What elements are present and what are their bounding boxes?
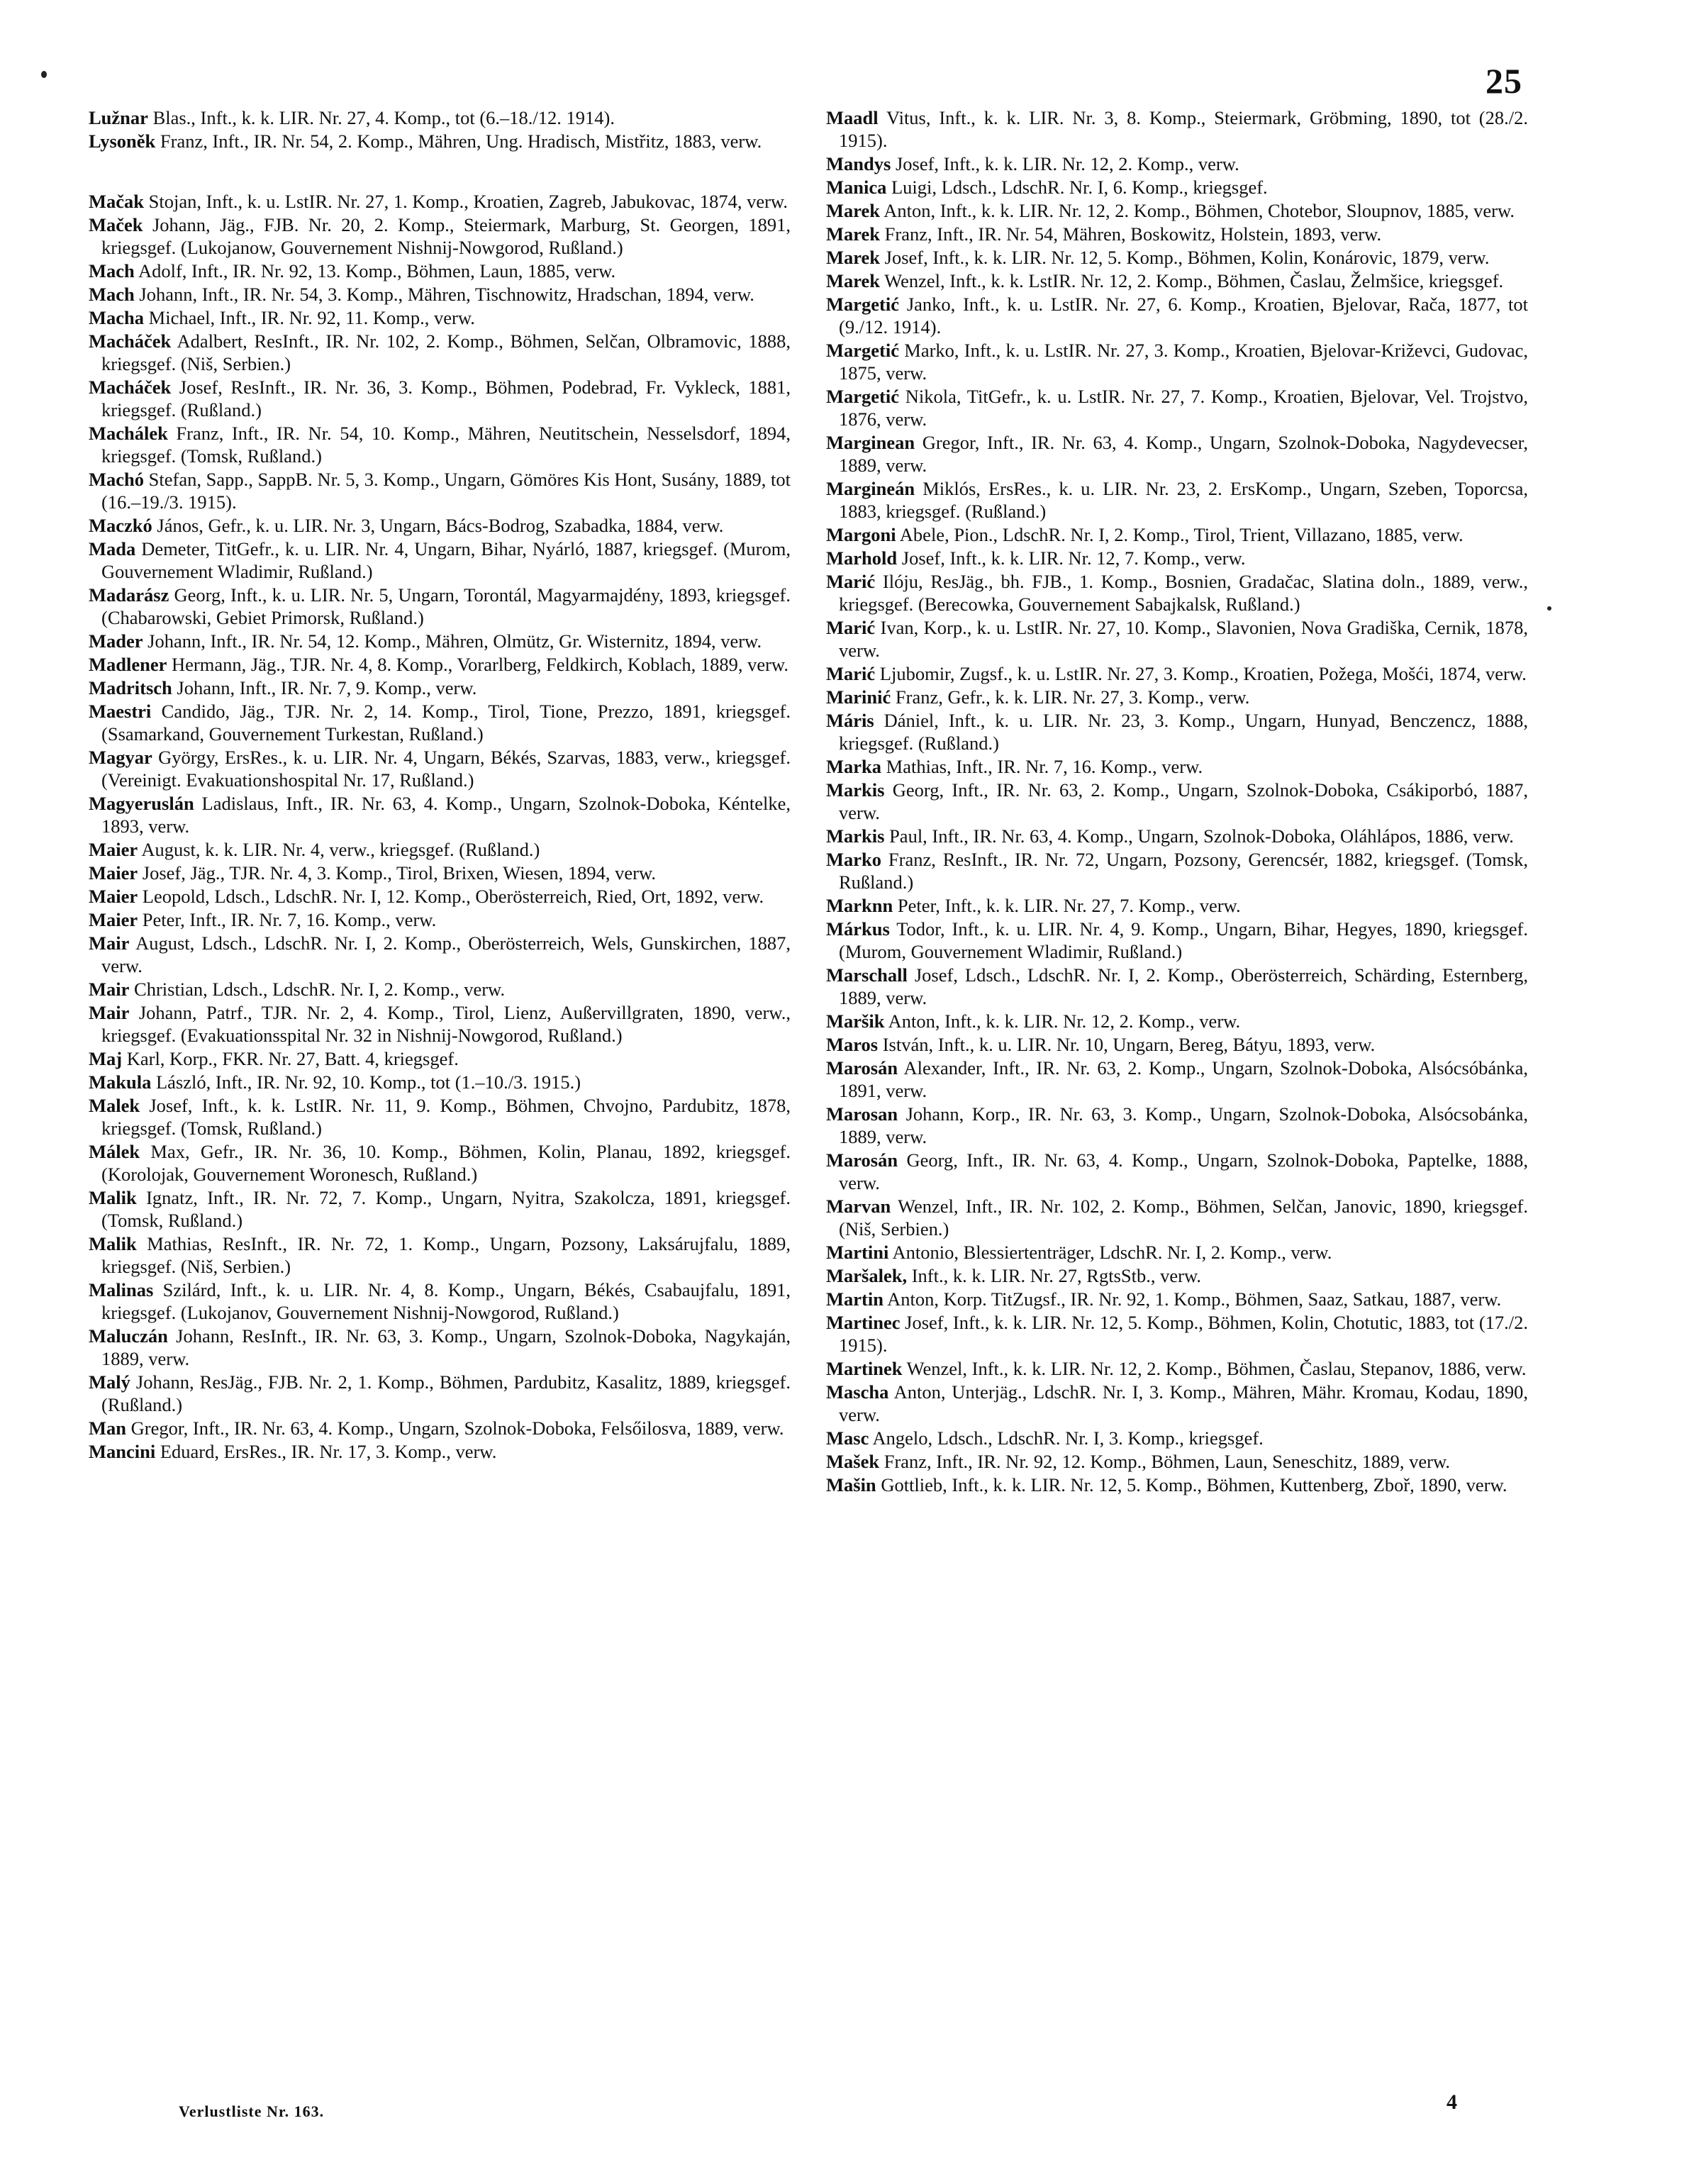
entry-details: Adolf, Inft., IR. Nr. 92, 13. Komp., Böhmen, Laun, 1885, verw.: [138, 260, 616, 282]
casualty-entry: [89, 1325, 791, 1370]
casualty-entry: [826, 964, 1528, 1009]
entry-details: Josef, Inft., k. k. LIR. Nr. 12, 7. Komp., verw.: [901, 547, 1246, 569]
entry-surname: Marka: [826, 756, 882, 777]
entry-details: Gregor, Inft., IR. Nr. 63, 4. Komp., Ungarn, Szolnok-Doboka, Nagydevecser, 1889, verw.: [839, 432, 1528, 476]
entry-details: Johann, Korp., IR. Nr. 63, 3. Komp., Ungarn, Szolnok-Doboka, Alsócsobánka, 1889, verw.: [839, 1103, 1529, 1147]
entry-details: Christian, Ldsch., LdschR. Nr. I, 2. Komp., verw.: [134, 979, 506, 1000]
casualty-entry: [826, 1195, 1528, 1240]
entry-details: Michael, Inft., IR. Nr. 92, 11. Komp., verw.: [148, 307, 475, 328]
entry-details: Peter, Inft., IR. Nr. 7, 16. Komp., verw.: [142, 909, 437, 930]
entry-surname: Maros: [826, 1034, 879, 1055]
entry-details: Wenzel, Inft., k. k. LstIR. Nr. 12, 2. Komp., Böhmen, Časlau, Želmšice, kriegsgef.: [884, 270, 1504, 291]
entry-details: Paul, Inft., IR. Nr. 63, 4. Komp., Ungarn, Szolnok-Doboka, Oláhlápos, 1886, verw.: [889, 825, 1514, 847]
casualty-entry: [826, 755, 1528, 778]
entry-details: Mathias, Inft., IR. Nr. 7, 16. Komp., verw.: [886, 756, 1203, 777]
entry-details: Vitus, Inft., k. k. LIR. Nr. 3, 8. Komp., Steiermark, Gröbming, 1890, tot (28./2. 1915).: [839, 107, 1528, 151]
casualty-entry: [826, 152, 1528, 175]
casualty-entry: [89, 1001, 791, 1047]
casualty-entry: [826, 269, 1528, 292]
entry-surname: Margetić: [826, 386, 899, 407]
entry-surname: Machálek: [89, 423, 168, 444]
casualty-entry: [826, 1427, 1528, 1449]
entry-details: Angelo, Ldsch., LdschR. Nr. I, 3. Komp., kriegsgef.: [872, 1427, 1264, 1449]
entry-surname: Marinić: [826, 686, 891, 708]
entry-surname: Maršalek,: [826, 1265, 908, 1286]
casualty-entry: [89, 700, 791, 745]
entry-surname: Marginean: [826, 432, 915, 453]
entry-surname: Mačak: [89, 191, 145, 212]
entry-details: Luigi, Ldsch., LdschR. Nr. I, 6. Komp., kriegsgef.: [891, 177, 1268, 198]
entry-surname: Marko: [826, 849, 882, 870]
left-column: [89, 106, 791, 1497]
entry-surname: Markis: [826, 779, 885, 801]
entry-surname: Margetić: [826, 340, 899, 361]
entry-surname: Macha: [89, 307, 145, 328]
casualty-entry: [826, 1103, 1528, 1148]
casualty-entry: [826, 709, 1528, 754]
entry-surname: Marić: [826, 571, 876, 592]
entry-surname: Mascha: [826, 1381, 889, 1403]
casualty-entry: [826, 176, 1528, 199]
entry-details: Josef, Inft., k. k. LIR. Nr. 12, 5. Komp., Böhmen, Kolin, Konárovic, 1879, verw.: [884, 247, 1490, 268]
casualty-entry: [89, 468, 791, 513]
entry-surname: Marosán: [826, 1149, 898, 1171]
entry-details: István, Inft., k. u. LIR. Nr. 10, Ungarn, Bereg, Bátyu, 1893, verw.: [882, 1034, 1376, 1055]
casualty-entry: [89, 838, 791, 861]
entry-surname: Marschall: [826, 964, 908, 986]
entry-details: Ljubomir, Zugsf., k. u. LstIR. Nr. 27, 3. Komp., Kroatien, Požega, Mošći, 1874, verw.: [879, 663, 1527, 684]
casualty-entry: [89, 1140, 791, 1186]
entry-surname: Macháček: [89, 330, 172, 352]
right-column: [826, 106, 1528, 1497]
entry-surname: Malik: [89, 1233, 137, 1254]
entry-details: Eduard, ErsRes., IR. Nr. 17, 3. Komp., verw.: [160, 1441, 497, 1462]
entry-surname: Márkus: [826, 918, 890, 940]
entry-details: Johann, Inft., IR. Nr. 54, 12. Komp., Mähren, Olmütz, Gr. Wisternitz, 1894, verw.: [147, 630, 762, 652]
casualty-entry: [89, 630, 791, 652]
casualty-entry: [826, 894, 1528, 917]
entry-surname: Maier: [89, 839, 138, 860]
casualty-entry: [826, 1288, 1528, 1310]
casualty-entry: [826, 431, 1528, 477]
casualty-entry: [89, 1371, 791, 1416]
entry-details: Wenzel, Inft., k. k. LIR. Nr. 12, 2. Komp., Böhmen, Časlau, Stepanov, 1886, verw.: [906, 1358, 1527, 1379]
entry-surname: Martin: [826, 1288, 883, 1310]
entry-details: Todor, Inft., k. u. LIR. Nr. 4, 9. Komp., Ungarn, Bihar, Hegyes, 1890, kriegsgef. (Murom, Gouvernement Wladimir, Rußland.): [839, 918, 1528, 962]
entry-details: Demeter, TitGefr., k. u. LIR. Nr. 4, Ungarn, Bihar, Nyárló, 1887, kriegsgef. (Murom, Gouvernement Wladimir, Rußland.): [101, 538, 791, 582]
entry-surname: Mader: [89, 630, 143, 652]
entry-surname: Maršik: [826, 1010, 885, 1032]
casualty-entry: [826, 1241, 1528, 1264]
entry-surname: Marek: [826, 270, 881, 291]
casualty-entry: [89, 106, 791, 129]
entry-details: Inft., k. k. LIR. Nr. 27, RgtsStb., verw.: [911, 1265, 1201, 1286]
casualty-entry: [89, 306, 791, 329]
casualty-entry: [89, 260, 791, 282]
entry-surname: Madritsch: [89, 677, 172, 698]
entry-surname: Man: [89, 1417, 126, 1439]
entry-details: Alexander, Inft., IR. Nr. 63, 2. Komp., Ungarn, Szolnok-Doboka, Alsócsóbánka, 1891, verw.: [839, 1057, 1528, 1101]
casualty-entry: [89, 885, 791, 908]
entry-details: Anton, Inft., k. k. LIR. Nr. 12, 2. Komp., verw.: [888, 1010, 1241, 1032]
entry-details: Szilárd, Inft., k. u. LIR. Nr. 4, 8. Komp., Ungarn, Békés, Csabaujfalu, 1891, kriegsgef. (Lukojanov, Gouvernement Nishnij-Nowgorod, Rußland.): [101, 1279, 791, 1323]
entry-surname: Malek: [89, 1095, 140, 1116]
entry-surname: Margetić: [826, 294, 899, 315]
entry-surname: Marvan: [826, 1196, 891, 1217]
entry-surname: Mair: [89, 979, 130, 1000]
entry-surname: Mach: [89, 260, 135, 282]
entry-details: Ilóju, ResJäg., bh. FJB., 1. Komp., Bosnien, Gradačac, Slatina doln., 1889, verw., kriegsgef. (Berecowka, Gouvernement Sabajkalsk, Rußland.): [839, 571, 1529, 615]
entry-surname: Maier: [89, 909, 138, 930]
entry-surname: Marić: [826, 663, 876, 684]
casualty-entry: [826, 293, 1528, 338]
entry-details: Johann, ResInft., IR. Nr. 63, 3. Komp., Ungarn, Szolnok-Doboka, Nagykaján, 1889, verw.: [101, 1325, 791, 1369]
section-gap: [89, 153, 791, 190]
casualty-entry: [89, 514, 791, 537]
entry-details: Anton, Inft., k. k. LIR. Nr. 12, 2. Komp., Böhmen, Chotebor, Sloupnov, 1885, verw.: [883, 200, 1515, 221]
entry-surname: Málek: [89, 1141, 140, 1162]
entry-surname: Martini: [826, 1242, 889, 1263]
entry-details: Stefan, Sapp., SappB. Nr. 5, 3. Komp., Ungarn, Gömöres Kis Hont, Susány, 1889, tot (16.–19./3. 1915).: [101, 469, 791, 513]
entry-surname: Lužnar: [89, 107, 148, 128]
casualty-entry: [826, 1357, 1528, 1380]
entry-details: Abele, Pion., LdschR. Nr. I, 2. Komp., Tirol, Trient, Villazano, 1885, verw.: [899, 524, 1464, 545]
casualty-entry: [826, 339, 1528, 384]
entry-details: Johann, Inft., IR. Nr. 7, 9. Komp., verw.: [177, 677, 477, 698]
casualty-entry: [826, 1033, 1528, 1056]
casualty-entry: [89, 1047, 791, 1070]
casualty-entry: [826, 779, 1528, 824]
entry-details: August, k. k. LIR. Nr. 4, verw., kriegsgef. (Rußland.): [141, 839, 540, 860]
casualty-entry: [89, 584, 791, 629]
entry-surname: Margineán: [826, 478, 915, 499]
entry-surname: Malik: [89, 1187, 137, 1208]
entry-surname: Mandys: [826, 153, 891, 174]
entry-surname: Maestri: [89, 701, 152, 722]
casualty-entry: [89, 932, 791, 977]
entry-details: Franz, ResInft., IR. Nr. 72, Ungarn, Pozsony, Gerencsér, 1882, kriegsgef. (Tomsk, Rußland.): [839, 849, 1529, 893]
entry-details: Peter, Inft., k. k. LIR. Nr. 27, 7. Komp., verw.: [897, 895, 1241, 916]
casualty-entry: [826, 686, 1528, 708]
print-speck: [41, 71, 47, 78]
entry-details: Gregor, Inft., IR. Nr. 63, 4. Komp., Ungarn, Szolnok-Doboka, Felsőilosva, 1889, verw.: [130, 1417, 784, 1439]
casualty-entry: [826, 1264, 1528, 1287]
entry-details: Anton, Unterjäg., LdschR. Nr. I, 3. Komp., Mähren, Mähr. Kromau, Kodau, 1890, verw.: [839, 1381, 1529, 1425]
casualty-entry: [89, 862, 791, 884]
entry-details: Karl, Korp., FKR. Nr. 27, Batt. 4, kriegsgef.: [126, 1048, 459, 1069]
entry-surname: Manica: [826, 177, 887, 198]
entry-details: Gottlieb, Inft., k. k. LIR. Nr. 12, 5. Komp., Böhmen, Kuttenberg, Zboř, 1890, verw.: [881, 1474, 1507, 1495]
casualty-entry: [826, 199, 1528, 222]
casualty-entry: [89, 130, 791, 152]
casualty-entry: [826, 918, 1528, 963]
entry-surname: Madarász: [89, 584, 169, 606]
entry-surname: Maier: [89, 862, 138, 884]
casualty-entry: [89, 676, 791, 699]
entry-surname: Mair: [89, 932, 130, 954]
entry-details: Franz, Inft., IR. Nr. 54, 10. Komp., Mähren, Neutitschein, Nesselsdorf, 1894, kriegsgef. (Tomsk, Rußland.): [101, 423, 791, 467]
entry-surname: Marek: [826, 247, 881, 268]
casualty-entry: [89, 376, 791, 421]
casualty-entry: [826, 616, 1528, 662]
entry-details: György, ErsRes., k. u. LIR. Nr. 4, Ungarn, Békés, Szarvas, 1883, verw., kriegsgef. (Vereinigt. Evakuationshospital Nr. 17, Rußland.): [101, 747, 791, 791]
casualty-entry: [89, 537, 791, 583]
entry-details: Josef, Ldsch., LdschR. Nr. I, 2. Komp., Oberösterreich, Schärding, Esternberg, 1889, verw.: [839, 964, 1528, 1008]
entry-details: Nikola, TitGefr., k. u. LstIR. Nr. 27, 7. Komp., Kroatien, Bjelovar, Vel. Trojstvo, 1876, verw.: [839, 386, 1529, 430]
casualty-entry: [826, 223, 1528, 245]
casualty-entry: [89, 1440, 791, 1463]
casualty-entry: [826, 570, 1528, 615]
entry-details: Josef, Inft., k. k. LIR. Nr. 12, 5. Komp., Böhmen, Kolin, Chotutic, 1883, tot (17./2. 1915).: [839, 1312, 1529, 1356]
entry-details: Miklós, ErsRes., k. u. LIR. Nr. 23, 2. ErsKomp., Ungarn, Szeben, Toporcsa, 1883, kriegsgef. (Rußland.): [839, 478, 1528, 522]
entry-details: Wenzel, Inft., IR. Nr. 102, 2. Komp., Böhmen, Selčan, Janovic, 1890, kriegsgef. (Niš, Serbien.): [839, 1196, 1528, 1239]
entry-details: Candido, Jäg., TJR. Nr. 2, 14. Komp., Tirol, Tione, Prezzo, 1891, kriegsgef. (Ssamarkand, Gouvernement Turkestan, Rußland.): [101, 701, 791, 745]
casualty-entry: [89, 330, 791, 375]
casualty-entry: [826, 1473, 1528, 1496]
casualty-entry: [89, 1417, 791, 1439]
casualty-entry: [826, 523, 1528, 546]
casualty-entry: [826, 1450, 1528, 1473]
entry-surname: Masc: [826, 1427, 869, 1449]
entry-details: János, Gefr., k. u. LIR. Nr. 3, Ungarn, Bács-Bodrog, Szabadka, 1884, verw.: [157, 515, 724, 536]
entry-details: Ignatz, Inft., IR. Nr. 72, 7. Komp., Ungarn, Nyitra, Szakolcza, 1891, kriegsgef. (Tomsk, Rußland.): [101, 1187, 791, 1231]
footer-list-number: Verlustliste Nr. 163.: [179, 2102, 325, 2120]
entry-details: Josef, Inft., k. k. LIR. Nr. 12, 2. Komp., verw.: [895, 153, 1239, 174]
entry-surname: Marek: [826, 200, 881, 221]
entry-details: Johann, ResJäg., FJB. Nr. 2, 1. Komp., Böhmen, Pardubitz, Kasalitz, 1889, kriegsgef. (Rußland.): [101, 1371, 791, 1415]
entry-details: Ivan, Korp., k. u. LstIR. Nr. 27, 10. Komp., Slavonien, Nova Gradiška, Cernik, 1878, verw.: [839, 617, 1528, 661]
entry-surname: Marić: [826, 617, 876, 638]
casualty-entry: [89, 746, 791, 791]
entry-surname: Maluczán: [89, 1325, 168, 1347]
entry-details: Johann, Jäg., FJB. Nr. 20, 2. Komp., Steiermark, Marburg, St. Georgen, 1891, kriegsgef. (Lukojanow, Gouvernement Nishnij-Nowgorod, Rußland.): [101, 214, 791, 258]
entry-details: Franz, Inft., IR. Nr. 54, 2. Komp., Mähren, Ung. Hradisch, Mistřitz, 1883, verw.: [160, 130, 762, 152]
casualty-entry: [826, 547, 1528, 569]
entry-surname: Marosán: [826, 1057, 898, 1079]
entry-details: Georg, Inft., k. u. LIR. Nr. 5, Ungarn, Torontál, Magyarmajdény, 1893, kriegsgef. (Chabarowski, Gebiet Primorsk, Rußland.): [101, 584, 791, 628]
entry-surname: Maier: [89, 886, 138, 907]
entry-surname: Macháček: [89, 377, 172, 398]
entry-surname: Mašek: [826, 1451, 880, 1472]
entry-surname: Madlener: [89, 654, 167, 675]
entry-surname: Martinek: [826, 1358, 903, 1379]
casualty-entry: [826, 1381, 1528, 1426]
entry-surname: Mach: [89, 284, 135, 305]
casualty-entry: [89, 978, 791, 1001]
casualty-entry: [826, 477, 1528, 523]
entry-details: Blas., Inft., k. k. LIR. Nr. 27, 4. Komp., tot (6.–18./12. 1914).: [152, 107, 615, 128]
entry-surname: Maadl: [826, 107, 879, 128]
entry-details: Josef, ResInft., IR. Nr. 36, 3. Komp., Böhmen, Podebrad, Fr. Vykleck, 1881, kriegsgef. (Rußland.): [101, 377, 791, 420]
casualty-entry: [826, 1311, 1528, 1356]
entry-surname: Máris: [826, 710, 874, 731]
entry-surname: Martinec: [826, 1312, 901, 1333]
casualty-entry: [89, 422, 791, 467]
entry-surname: Marhold: [826, 547, 898, 569]
casualty-entry: [826, 1057, 1528, 1102]
entry-surname: Magyeruslán: [89, 793, 194, 814]
entry-surname: Lysoněk: [89, 130, 156, 152]
entry-surname: Maček: [89, 214, 143, 235]
entry-details: Georg, Inft., IR. Nr. 63, 4. Komp., Ungarn, Szolnok-Doboka, Paptelke, 1888, verw.: [839, 1149, 1528, 1193]
casualty-entry: [826, 1010, 1528, 1032]
print-speck: [1547, 606, 1551, 611]
casualty-entry: [89, 1186, 791, 1232]
entry-details: Max, Gefr., IR. Nr. 36, 10. Komp., Böhmen, Kolin, Planau, 1892, kriegsgef. (Korolojak, Gouvernement Woronesch, Rußland.): [101, 1141, 791, 1185]
entry-surname: Machó: [89, 469, 145, 490]
entry-surname: Markis: [826, 825, 885, 847]
casualty-entry: [826, 825, 1528, 847]
entry-details: Adalbert, ResInft., IR. Nr. 102, 2. Komp., Böhmen, Selčan, Olbramovic, 1888, kriegsgef. (Niš, Serbien.): [101, 330, 791, 374]
entry-details: Georg, Inft., IR. Nr. 63, 2. Komp., Ungarn, Szolnok-Doboka, Csákiporbó, 1887, verw.: [839, 779, 1528, 823]
entry-surname: Maj: [89, 1048, 123, 1069]
page-number: 25: [1485, 61, 1522, 101]
entry-details: Franz, Inft., IR. Nr. 92, 12. Komp., Böhmen, Laun, Seneschitz, 1889, verw.: [883, 1451, 1451, 1472]
entry-surname: Malinas: [89, 1279, 154, 1300]
casualty-entry: [826, 106, 1528, 152]
casualty-entry: [89, 792, 791, 837]
entry-details: László, Inft., IR. Nr. 92, 10. Komp., tot (1.–10./3. 1915.): [155, 1071, 581, 1093]
casualty-entry: [89, 1071, 791, 1093]
entry-surname: Mada: [89, 538, 136, 559]
entry-details: Johann, Inft., IR. Nr. 54, 3. Komp., Mähren, Tischnowitz, Hradschan, 1894, verw.: [139, 284, 754, 305]
casualty-entry: [826, 662, 1528, 685]
entry-details: Hermann, Jäg., TJR. Nr. 4, 8. Komp., Vorarlberg, Feldkirch, Koblach, 1889, verw.: [172, 654, 788, 675]
entry-surname: Marek: [826, 223, 881, 245]
entry-details: Anton, Korp. TitZugsf., IR. Nr. 92, 1. Komp., Böhmen, Saaz, Satkau, 1887, verw.: [887, 1288, 1502, 1310]
casualty-entry: [89, 1232, 791, 1278]
entry-details: Mathias, ResInft., IR. Nr. 72, 1. Komp., Ungarn, Pozsony, Laksárujfalu, 1889, kriegsgef. (Niš, Serbien.): [101, 1233, 791, 1277]
two-column-layout: [89, 106, 1528, 1497]
entry-details: Ladislaus, Inft., IR. Nr. 63, 4. Komp., Ungarn, Szolnok-Doboka, Kéntelke, 1893, verw.: [101, 793, 791, 837]
entry-surname: Maczkó: [89, 515, 152, 536]
entry-surname: Mašin: [826, 1474, 876, 1495]
entry-surname: Marknn: [826, 895, 893, 916]
entry-details: Marko, Inft., k. u. LstIR. Nr. 27, 3. Komp., Kroatien, Bjelovar-Križevci, Gudovac, 1875, verw.: [839, 340, 1529, 384]
entry-surname: Malý: [89, 1371, 130, 1393]
casualty-entry: [89, 653, 791, 676]
entry-details: Josef, Inft., k. k. LstIR. Nr. 11, 9. Komp., Böhmen, Chvojno, Pardubitz, 1878, kriegsgef. (Tomsk, Rußland.): [101, 1095, 791, 1139]
entry-details: Franz, Gefr., k. k. LIR. Nr. 27, 3. Komp., verw.: [895, 686, 1250, 708]
entry-surname: Margoni: [826, 524, 896, 545]
footer-signature-mark: 4: [1446, 2090, 1457, 2114]
entry-surname: Marosan: [826, 1103, 898, 1125]
entry-details: Franz, Inft., IR. Nr. 54, Mähren, Boskowitz, Holstein, 1893, verw.: [884, 223, 1382, 245]
entry-details: Janko, Inft., k. u. LstIR. Nr. 27, 6. Komp., Kroatien, Bjelovar, Rača, 1877, tot (9./12. 1914).: [839, 294, 1528, 338]
entry-details: Antonio, Blessiertenträger, LdschR. Nr. I, 2. Komp., verw.: [892, 1242, 1332, 1263]
entry-details: Leopold, Ldsch., LdschR. Nr. I, 12. Komp., Oberösterreich, Ried, Ort, 1892, verw.: [142, 886, 764, 907]
casualty-entry: [826, 848, 1528, 893]
casualty-entry: [89, 213, 791, 259]
entry-details: Johann, Patrf., TJR. Nr. 2, 4. Komp., Tirol, Lienz, Außervillgraten, 1890, verw., kriegsgef. (Evakuationsspital Nr. 32 in Nishnij-Nowgorod, Rußland.): [101, 1002, 791, 1046]
entry-surname: Mair: [89, 1002, 130, 1023]
entry-details: Dániel, Inft., k. u. LIR. Nr. 23, 3. Komp., Ungarn, Hunyad, Benczencz, 1888, kriegsgef. (Rußland.): [839, 710, 1529, 754]
entry-details: Stojan, Inft., k. u. LstIR. Nr. 27, 1. Komp., Kroatien, Zagreb, Jabukovac, 1874, verw.: [148, 191, 788, 212]
casualty-entry: [826, 1149, 1528, 1194]
casualty-entry: [89, 1278, 791, 1324]
entry-surname: Makula: [89, 1071, 152, 1093]
casualty-entry: [89, 190, 791, 213]
entry-details: August, Ldsch., LdschR. Nr. I, 2. Komp., Oberösterreich, Wels, Gunskirchen, 1887, verw.: [101, 932, 791, 976]
casualty-entry: [826, 385, 1528, 430]
casualty-entry: [89, 283, 791, 306]
casualty-entry: [89, 908, 791, 931]
casualty-entry: [89, 1094, 791, 1140]
entry-surname: Magyar: [89, 747, 152, 768]
entry-surname: Mancini: [89, 1441, 156, 1462]
casualty-entry: [826, 246, 1528, 269]
entry-details: Josef, Jäg., TJR. Nr. 4, 3. Komp., Tirol, Brixen, Wiesen, 1894, verw.: [142, 862, 657, 884]
